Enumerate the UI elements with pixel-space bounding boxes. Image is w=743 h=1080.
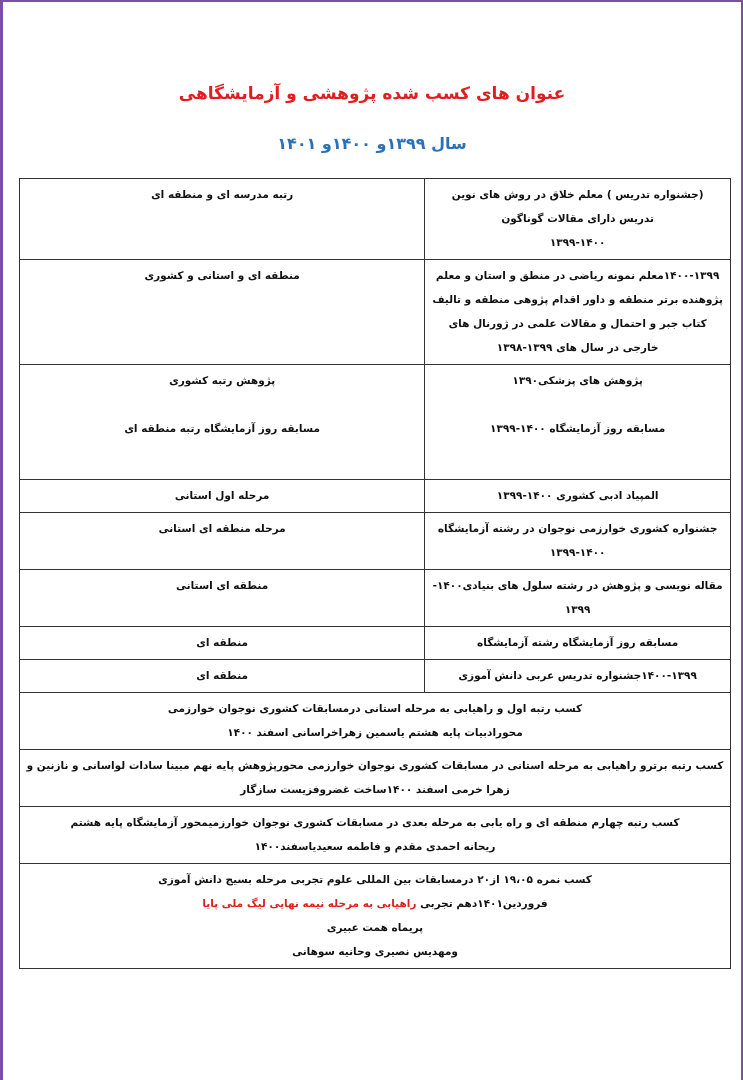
cell-line: پریماه همت عبیری: [326, 922, 424, 934]
cell-line: ریحانه احمدی مقدم و فاطمه سعیدیاسفند۱۴۰۰: [254, 841, 496, 853]
highlight-text: راهیابی به مرحله نیمه نهایی لیگ ملی پایا: [202, 898, 417, 910]
cell-line: پژوهنده برتر منطقه و داور اقدام پژوهی منطقه و تالیف: [432, 294, 723, 306]
table-row: [20, 807, 731, 864]
page-title: عنوان های کسب شده پژوهشی و آزمایشگاهی: [178, 84, 566, 104]
cell-line: کتاب جبر و احتمال و مقالات علمی در ژورنال های: [448, 318, 707, 330]
cell-line: جشنواره کشوری خوارزمی نوجوان در رشته آزمایشگاه: [437, 523, 718, 535]
table-row: [20, 750, 731, 807]
table-row: [20, 513, 731, 570]
rank-cell: منطقه ای و استانی و کشوری: [20, 260, 425, 365]
title-cell: [425, 513, 731, 570]
table-row: [20, 660, 731, 693]
table-row: [20, 480, 731, 513]
achievements-table: [19, 178, 731, 969]
cell-line: کسب رتبه برترو راهیابی به مرحله استانی در مسابقات کشوری نوجوان خوارزمی محورپژوهش پایه نهم مبینا سادات لواسانی و نازنین و: [26, 760, 724, 772]
title-cell: [425, 480, 731, 513]
title-cell: [425, 365, 731, 480]
cell-line: زهرا خرمی اسفند ۱۴۰۰ساخت غضروفزیست سازگار: [240, 784, 510, 796]
rank-cell: رتبه مدرسه ای و منطقه ای: [20, 179, 425, 260]
cell-line: ۱۴۰۰-۱۳۹۹جشنواره تدریس عربی دانش آموزی: [458, 670, 697, 682]
cell-line: تدریس دارای مقالات گوناگون: [501, 213, 654, 225]
cell-line: محورادبیات پایه هشتم یاسمین زهراخراسانی اسفند ۱۴۰۰: [227, 727, 523, 739]
cell-line: کسب نمره ۱۹،۰۵ از۲۰ درمسابقات بین المللی علوم تجربی مرحله بسیج دانش آموزی: [158, 874, 592, 886]
table-row: [20, 693, 731, 750]
title-cell: [425, 260, 731, 365]
cell-line: ۱۳۹۹-۱۴۰۰: [549, 237, 606, 249]
cell-line: ومهدیس نصیری وحانیه سوهانی: [292, 946, 458, 958]
cell-line: مسابقه روز آزمایشگاه رتبه منطقه ای: [124, 423, 320, 435]
cell-line: (جشنواره تدریس ) معلم خلاق در روش های نوین: [451, 189, 704, 201]
rank-cell: مرحله منطقه ای استانی: [20, 513, 425, 570]
title-cell: [425, 570, 731, 627]
table-row: [20, 864, 731, 969]
cell-line: پژوهش رتبه کشوری: [169, 375, 276, 387]
rank-cell: منطقه ای: [20, 660, 425, 693]
full-width-cell: [20, 750, 731, 807]
cell-line: خارجی در سال های ۱۳۹۹-۱۳۹۸: [496, 342, 659, 354]
cell-line: مسابقه روز آزمایشگاه ۱۴۰۰-۱۳۹۹: [490, 423, 666, 435]
cell-line: المپیاد ادبی کشوری ۱۴۰۰-۱۳۹۹: [496, 490, 659, 502]
title-cell: [425, 660, 731, 693]
page-subtitle: سال ۱۳۹۹و ۱۴۰۰و ۱۴۰۱: [277, 134, 467, 153]
cell-line: فروردین۱۴۰۱دهم تجربی: [420, 898, 548, 910]
title-cell: [425, 627, 731, 660]
full-width-cell: [20, 864, 731, 969]
full-width-cell: [20, 807, 731, 864]
cell-line: کسب رتبه چهارم منطقه ای و راه یابی به مرحله بعدی در مسابقات کشوری نوجوان خوارزمیمحور آزمایشگاه پایه هشتم: [70, 817, 680, 829]
table-row: [20, 260, 731, 365]
cell-line: ۱۳۹۹: [564, 604, 591, 616]
cell-line: مقاله نویسی و پژوهش در رشته سلول های بنیادی۱۴۰۰-: [432, 580, 723, 592]
cell-line: مسابقه روز آزمایشگاه رشته آزمایشگاه: [477, 637, 679, 649]
rank-cell: منطقه ای: [20, 627, 425, 660]
full-width-cell: [20, 693, 731, 750]
cell-line: ۱۴۰۰-۱۳۹۹معلم نمونه ریاضی در منطق و استان و معلم: [435, 270, 720, 282]
rank-cell: [20, 365, 425, 480]
rank-cell: منطقه ای استانی: [20, 570, 425, 627]
title-cell: [425, 179, 731, 260]
rank-cell: مرحله اول استانی: [20, 480, 425, 513]
table-row: [20, 627, 731, 660]
table-row: [20, 365, 731, 480]
cell-line: پژوهش های پزشکی۱۳۹۰: [512, 375, 643, 387]
table-row: [20, 570, 731, 627]
cell-line: کسب رتبه اول و راهیابی به مرحله استانی درمسابقات کشوری نوجوان خوارزمی: [167, 703, 583, 715]
cell-line: ۱۳۹۹-۱۴۰۰: [549, 547, 606, 559]
table-row: [20, 179, 731, 260]
